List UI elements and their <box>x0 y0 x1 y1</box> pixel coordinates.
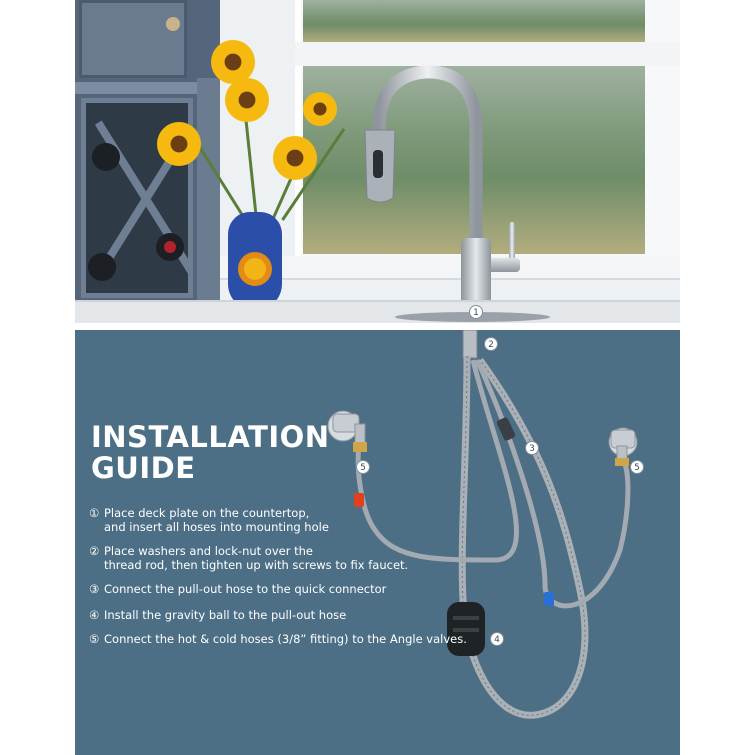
step-text: Place washers and lock-nut over the <box>104 544 313 558</box>
threaded-shank <box>463 330 477 358</box>
step-text-line2: and insert all hoses into mounting hole <box>104 520 329 534</box>
step-number: ① <box>89 506 100 520</box>
step-number: ④ <box>89 608 100 622</box>
callout-2: 2 <box>484 337 498 351</box>
pull-out-hose <box>462 356 585 715</box>
callout-3: 3 <box>525 441 539 455</box>
countertop <box>75 300 680 323</box>
faucet-handle <box>488 258 520 272</box>
kitchen-photo <box>75 0 680 323</box>
cold-marker <box>544 592 554 606</box>
step-text: Connect the pull-out hose to the quick connector <box>104 582 387 596</box>
guide-title-line1: INSTALLATION <box>91 420 330 454</box>
step-number: ⑤ <box>89 632 100 646</box>
callout-4: 4 <box>490 632 504 646</box>
callout-1: 1 <box>469 305 483 319</box>
guide-title <box>91 422 351 484</box>
step-3 <box>89 582 386 596</box>
sprayer-button <box>373 150 383 178</box>
callout-5-left: 5 <box>356 460 370 474</box>
step-number: ③ <box>89 582 100 596</box>
installation-guide-panel <box>75 330 680 755</box>
step-5 <box>89 632 467 646</box>
hoses-diagram <box>75 330 680 755</box>
step-text: Place deck plate on the countertop, <box>104 506 310 520</box>
quick-connector <box>496 416 516 441</box>
hot-marker <box>354 493 364 507</box>
step-number: ② <box>89 544 100 558</box>
faucet-icon <box>75 0 680 323</box>
step-4 <box>89 608 346 622</box>
callout-5-right: 5 <box>630 460 644 474</box>
step-text-line2: thread rod, then tighten up with screws to fix faucet. <box>104 558 409 572</box>
step-1 <box>89 506 329 534</box>
product-image <box>75 0 680 755</box>
step-2 <box>89 544 408 572</box>
gravity-ball-groove <box>453 616 479 620</box>
guide-title-line2: GUIDE <box>91 451 196 485</box>
step-text: Connect the hot & cold hoses (3/8” fitting) to the Angle valves. <box>104 632 467 646</box>
step-text: Install the gravity ball to the pull-out hose <box>104 608 347 622</box>
